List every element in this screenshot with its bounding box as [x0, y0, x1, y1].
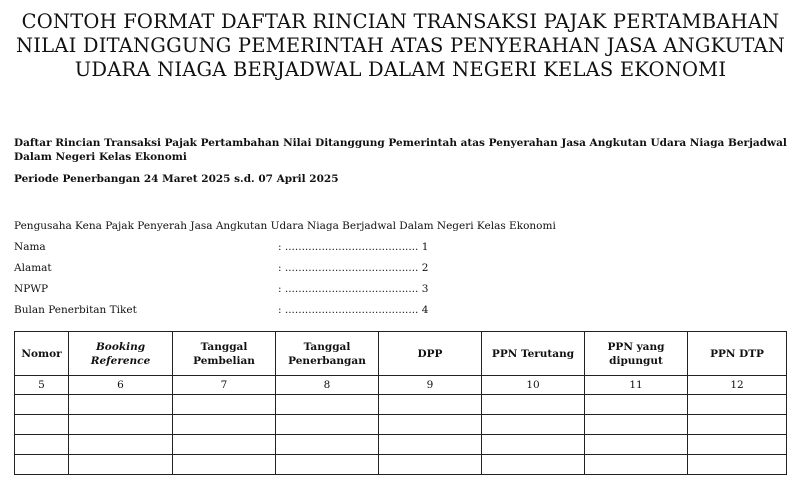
info-row-npwp — [14, 279, 534, 300]
empty-cell — [585, 435, 688, 455]
info-label-npwp: NPWP — [14, 283, 49, 295]
table-row — [15, 395, 787, 415]
empty-cell — [688, 435, 787, 455]
empty-cell — [173, 395, 276, 415]
info-row-nama — [14, 237, 534, 258]
info-row-alamat — [14, 258, 534, 279]
info-row-bulan — [14, 300, 534, 321]
header-tanggal-penerbangan: Tanggal Penerbangan — [276, 332, 379, 376]
info-value-alamat: : ........................................ 2 — [278, 262, 429, 274]
column-number: 12 — [688, 376, 787, 395]
info-value-bulan: : ........................................ 4 — [278, 304, 429, 316]
empty-cell — [276, 455, 379, 475]
empty-cell — [173, 455, 276, 475]
column-number: 10 — [482, 376, 585, 395]
title-line-3: UDARA NIAGA BERJADWAL DALAM NEGERI KELAS EKONOMI — [74, 58, 727, 81]
column-number: 6 — [69, 376, 173, 395]
info-label-bulan: Bulan Penerbitan Tiket — [14, 304, 137, 316]
heading-line-1: Daftar Rincian Transaksi Pajak Pertambahan Nilai Ditanggung Pemerintah atas Penyerahan Jasa Angkutan Udara Niaga Berjadwal — [14, 137, 787, 149]
empty-cell — [276, 435, 379, 455]
empty-cell — [688, 415, 787, 435]
empty-cell — [379, 395, 482, 415]
empty-cell — [69, 395, 173, 415]
info-label-nama: Nama — [14, 241, 46, 253]
header-nomor: Nomor — [15, 332, 69, 376]
table-header-row — [15, 332, 787, 376]
empty-cell — [585, 395, 688, 415]
empty-cell — [688, 395, 787, 415]
empty-cell — [379, 435, 482, 455]
empty-cell — [15, 435, 69, 455]
empty-cell — [688, 455, 787, 475]
table-row — [15, 415, 787, 435]
column-number: 9 — [379, 376, 482, 395]
header-ppn-terutang: PPN Terutang — [482, 332, 585, 376]
empty-cell — [69, 455, 173, 475]
title-line-2: NILAI DITANGGUNG PEMERINTAH ATAS PENYERAHAN JASA ANGKUTAN — [15, 34, 786, 57]
column-number: 5 — [15, 376, 69, 395]
heading-line-2: Dalam Negeri Kelas Ekonomi — [14, 151, 187, 163]
empty-cell — [173, 435, 276, 455]
column-number: 8 — [276, 376, 379, 395]
info-value-npwp: : ........................................ 3 — [278, 283, 429, 295]
title-line-1: CONTOH FORMAT DAFTAR RINCIAN TRANSAKSI PAJAK PERTAMBAHAN — [21, 10, 780, 33]
empty-cell — [379, 415, 482, 435]
empty-cell — [482, 455, 585, 475]
empty-cell — [585, 455, 688, 475]
empty-cell — [482, 415, 585, 435]
empty-cell — [379, 455, 482, 475]
table-row — [15, 455, 787, 475]
info-value-nama: : ........................................ 1 — [278, 241, 429, 253]
empty-cell — [276, 415, 379, 435]
taxpayer-info — [14, 216, 556, 321]
header-ppn-dipungut: PPN yang dipungut — [585, 332, 688, 376]
info-label-alamat: Alamat — [14, 262, 52, 274]
empty-cell — [15, 455, 69, 475]
empty-cell — [482, 395, 585, 415]
info-intro: Pengusaha Kena Pajak Penyerah Jasa Angkutan Udara Niaga Berjadwal Dalam Negeri Kelas Ekonomi — [14, 220, 556, 232]
heading-period: Periode Penerbangan 24 Maret 2025 s.d. 07 April 2025 — [14, 173, 339, 185]
table-row — [15, 435, 787, 455]
column-number: 11 — [585, 376, 688, 395]
empty-cell — [69, 415, 173, 435]
transaction-table — [14, 331, 787, 475]
empty-cell — [15, 395, 69, 415]
column-number-row — [15, 376, 787, 395]
column-number: 7 — [173, 376, 276, 395]
empty-cell — [173, 415, 276, 435]
empty-cell — [276, 395, 379, 415]
header-dpp: DPP — [379, 332, 482, 376]
document-title — [0, 10, 801, 82]
header-ppn-dtp: PPN DTP — [688, 332, 787, 376]
empty-cell — [585, 415, 688, 435]
header-tanggal-pembelian: Tanggal Pembelian — [173, 332, 276, 376]
header-booking-reference: Booking Reference — [69, 332, 173, 376]
empty-cell — [482, 435, 585, 455]
empty-cell — [15, 415, 69, 435]
report-heading — [14, 136, 789, 186]
empty-cell — [69, 435, 173, 455]
